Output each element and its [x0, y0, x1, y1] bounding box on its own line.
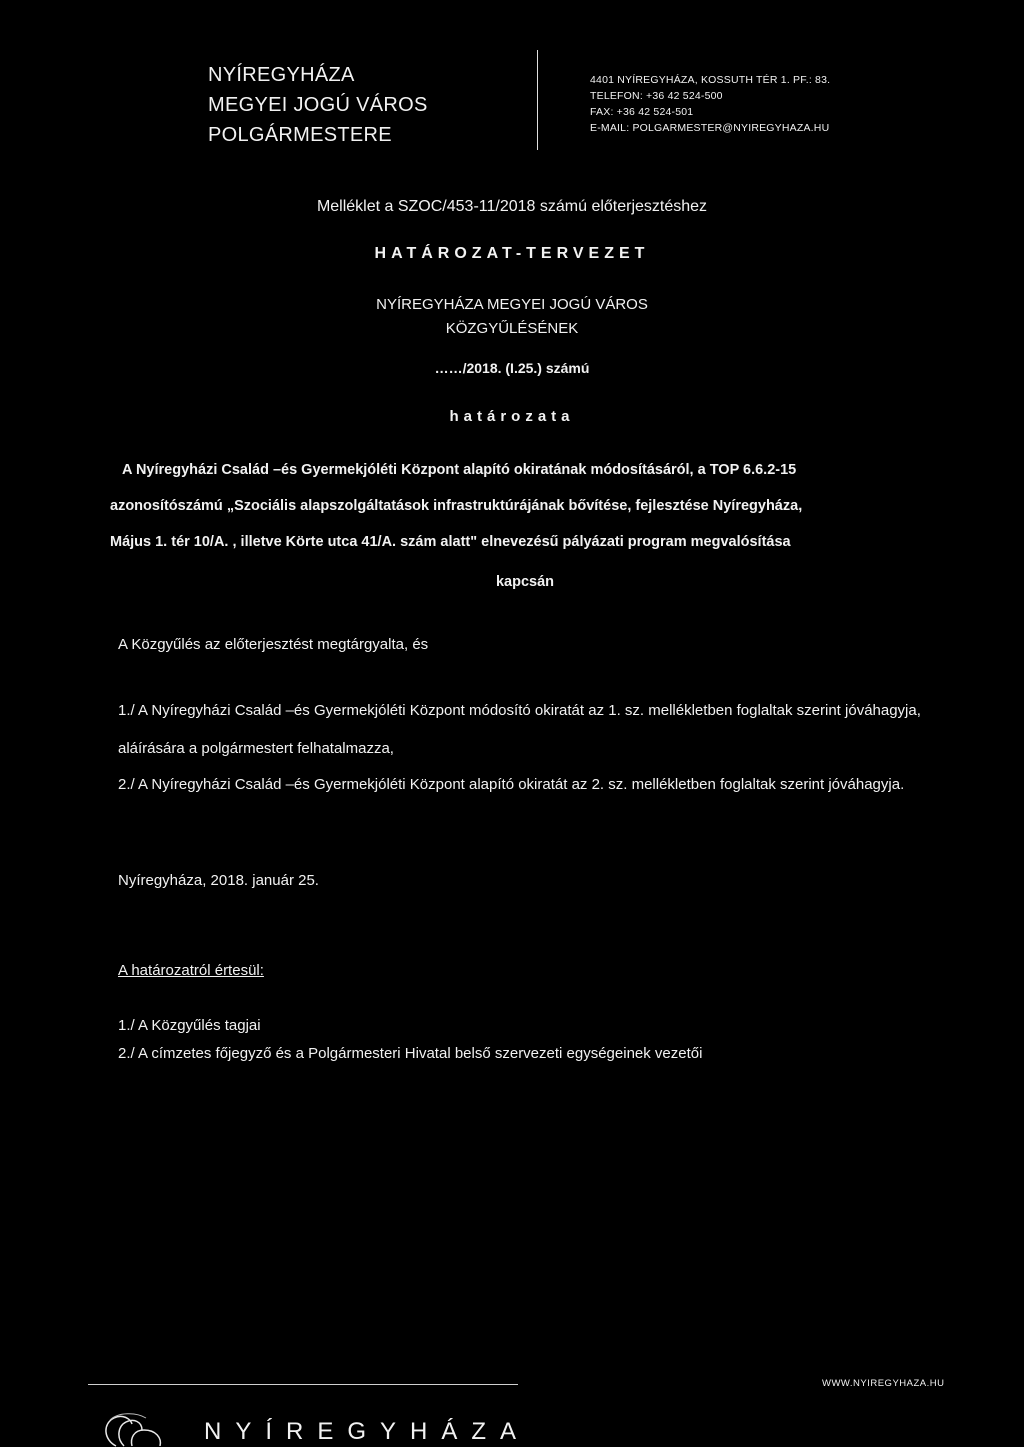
footer-website: WWW.NYIREGYHAZA.HU — [822, 1378, 945, 1389]
council-line1: NYÍREGYHÁZA MEGYEI JOGÚ VÁROS — [376, 296, 648, 313]
city-logo-icon — [96, 1412, 186, 1447]
recipients-list — [118, 1012, 948, 1068]
subject-line3: Május 1. tér 10/A. , illetve Körte utca 41/A. szám alatt" elnevezésű pályázati program megvalósítása — [110, 534, 791, 550]
decision-word: határozata — [449, 408, 575, 425]
letterhead-organization — [208, 60, 428, 150]
letterhead-divider — [537, 50, 538, 150]
annex-line: Melléklet a SZOC/453-11/2018 számú előterjesztéshez — [316, 198, 708, 215]
contact-email: E-MAIL: POLGARMESTER@NYIREGYHAZA.HU — [590, 122, 830, 134]
council-line2: KÖZGYŰLÉSÉNEK — [445, 320, 579, 337]
resolution-item-1: 1./ A Nyíregyházi Család –és Gyermekjóléti Központ módosító okiratát az 1. sz. mellékletben foglaltak szerint jóváhagyja, aláírására a polgármestert felhatalmazza, — [118, 702, 921, 757]
resolution-item-2: 2./ A Nyíregyházi Család –és Gyermekjóléti Központ alapító okiratát az 2. sz. mellékletben foglaltak szerint jóváhagyja. — [118, 776, 905, 793]
recipient-2: 2./ A címzetes főjegyző és a Polgármesteri Hivatal belső szervezeti egységeinek vezetői — [118, 1045, 703, 1062]
date-line: Nyíregyháza, 2018. január 25. — [118, 872, 319, 889]
org-name-line2: MEGYEI JOGÚ VÁROS — [208, 94, 428, 116]
resolution-subject — [110, 452, 940, 600]
resolution-number: ……/2018. (I.25.) számú — [434, 360, 590, 376]
contact-address: 4401 NYÍREGYHÁZA, KOSSUTH TÉR 1. PF.: 83. — [590, 74, 831, 86]
contact-fax: FAX: +36 42 524-501 — [590, 106, 694, 118]
intro-paragraph: A Közgyűlés az előterjesztést megtárgyalta, és — [118, 636, 429, 653]
notify-heading: A határozatról értesül: — [118, 962, 264, 979]
contact-phone: TELEFON: +36 42 524-500 — [590, 90, 723, 102]
org-name-line3: POLGÁRMESTERE — [208, 124, 392, 146]
org-name-line1: NYÍREGYHÁZA — [208, 64, 355, 86]
subject-line1: A Nyíregyházi Család –és Gyermekjóléti Központ alapító okiratának módosításáról, a TOP 6.6.2-15 — [122, 462, 797, 478]
subject-line2: azonosítószámú „Szociális alapszolgáltatások infrastruktúrájának bővítése, fejlesztése Nyíregyháza, — [110, 498, 803, 514]
recipient-1: 1./ A Közgyűlés tagjai — [118, 1017, 261, 1034]
footer-logo-text: NYÍREGYHÁZA — [204, 1418, 531, 1445]
footer-rule — [88, 1384, 518, 1385]
document-title: HATÁROZAT-TERVEZET — [374, 245, 650, 262]
letterhead-contact — [590, 72, 830, 136]
subject-line4: kapcsán — [495, 574, 555, 590]
council-heading — [0, 293, 1024, 341]
